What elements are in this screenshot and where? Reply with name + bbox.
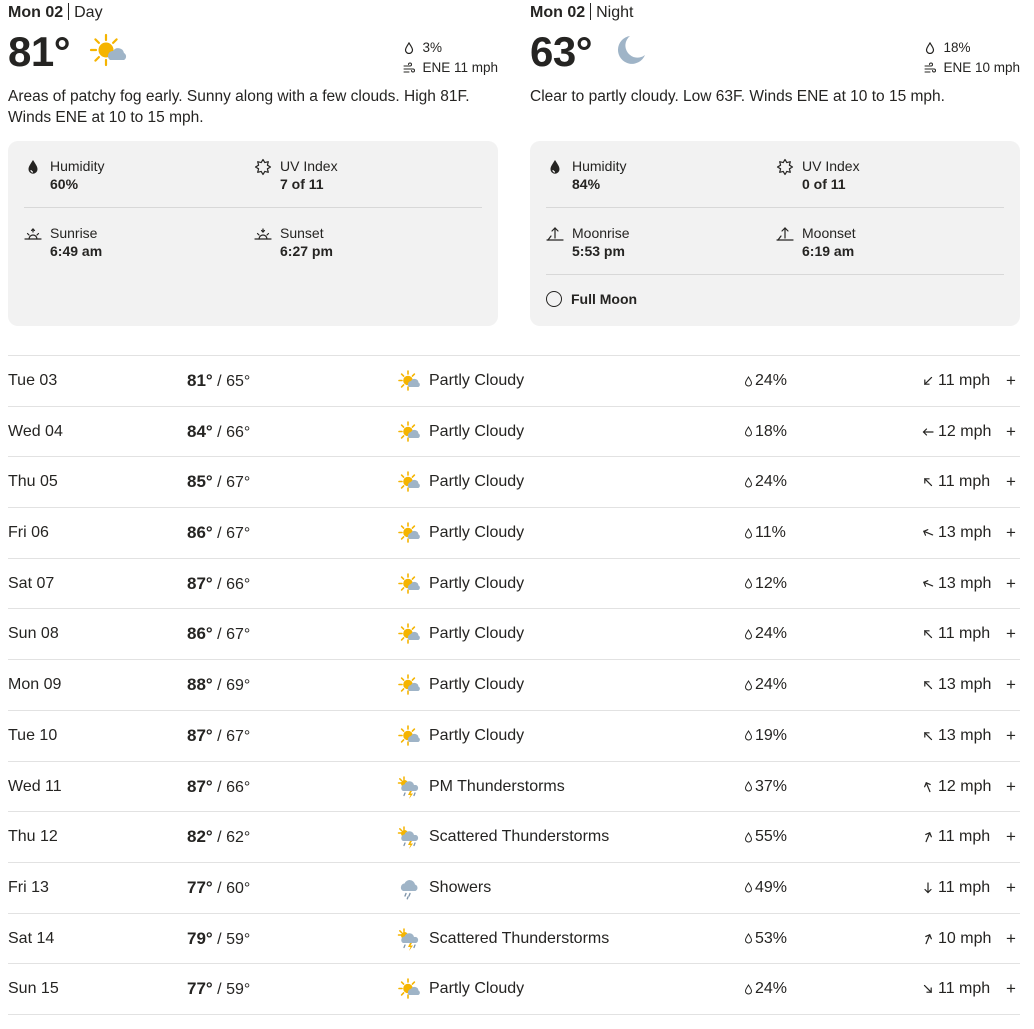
day-sunrise	[24, 224, 102, 260]
night-date: Mon 02	[530, 4, 586, 21]
night-uv-label: UV Index	[802, 158, 860, 174]
expand-button[interactable]: +	[1006, 928, 1016, 948]
low-temp: 59°	[226, 981, 251, 999]
low-temp: 65°	[226, 373, 251, 390]
precip-value: 37%	[755, 777, 788, 795]
precip-chance	[744, 812, 787, 862]
condition-phrase: Partly Cloudy	[429, 676, 525, 694]
night-moonrise	[546, 224, 630, 260]
moon-phase-label: Full Moon	[571, 291, 638, 307]
wind-speed	[922, 812, 990, 862]
expand-button[interactable]: +	[1006, 675, 1016, 695]
precip-drop-icon	[744, 426, 753, 437]
night-uv-value: 0 of 11	[802, 176, 846, 192]
wind-direction-arrow-icon	[922, 933, 934, 945]
wind-speed	[922, 914, 991, 964]
wind-value: 13 mph	[938, 726, 992, 744]
day-narrative: Areas of patchy fog early. Sunny along with a few clouds. High 81F. Winds ENE at 10 to 15 mph.	[8, 88, 470, 126]
day-row[interactable]	[8, 914, 1020, 965]
night-temperature: 63°	[530, 28, 593, 75]
low-temp: 66°	[226, 575, 251, 593]
low-temp: 60°	[226, 879, 251, 897]
day-uv-index	[254, 157, 338, 193]
day-temps: 87° / 66°	[187, 573, 251, 593]
precip-value: 49%	[755, 878, 788, 896]
precip-value: 11%	[755, 524, 786, 542]
wind-value: 11 mph	[938, 372, 991, 389]
moon-phase	[546, 291, 637, 307]
night-humidity-label: Humidity	[572, 158, 627, 174]
precip-value: 24%	[755, 980, 788, 998]
expand-button[interactable]: +	[1006, 421, 1016, 441]
humidity-drop-icon	[546, 158, 564, 176]
precip-chance	[744, 863, 787, 913]
day-temps: 88° / 69°	[187, 675, 251, 695]
night-details-row-2	[546, 208, 1004, 275]
partly-cloudy-icon	[397, 622, 422, 647]
condition-phrase: Showers	[429, 878, 492, 896]
day-name: Sat 07	[8, 574, 55, 592]
wind-speed	[922, 559, 991, 609]
high-temp: 79°	[187, 928, 213, 948]
day-name: Thu 12	[8, 828, 58, 846]
thunderstorm-icon	[397, 825, 422, 850]
day-sunset	[254, 224, 333, 260]
partly-cloudy-icon	[397, 470, 422, 495]
night-details-card	[530, 141, 1020, 326]
wind-speed	[922, 457, 990, 507]
precip-drop-icon	[744, 730, 753, 741]
precip-drop-icon	[744, 882, 753, 893]
day-name: Wed 11	[8, 777, 62, 795]
day-uv-label: UV Index	[280, 158, 338, 174]
precip-chance	[744, 711, 787, 761]
day-wind	[403, 58, 498, 78]
wind-speed	[922, 964, 990, 1014]
low-temp: 69°	[226, 677, 251, 695]
high-temp: 87°	[187, 725, 213, 745]
condition-phrase: Scattered Thunderstorms	[429, 828, 610, 846]
low-temp: 67°	[226, 474, 251, 492]
precip-chance	[744, 762, 787, 812]
day-temps: 79° / 59°	[187, 928, 251, 948]
expand-button[interactable]: +	[1006, 979, 1016, 999]
condition-phrase: Partly Cloudy	[429, 473, 525, 491]
wind-direction-arrow-icon	[922, 527, 934, 539]
wind-direction-arrow-icon	[922, 730, 934, 742]
wind-value: 13 mph	[938, 524, 992, 542]
day-temps: 87° / 66°	[187, 776, 251, 796]
day-row[interactable]	[8, 863, 1020, 914]
wind-speed	[922, 762, 991, 812]
low-temp: 67°	[226, 626, 251, 644]
precip-chance	[744, 660, 787, 710]
precip-drop-icon	[744, 680, 753, 691]
wind-value: 11 mph	[938, 625, 991, 643]
low-temp: 67°	[226, 525, 251, 543]
wind-speed	[922, 609, 990, 659]
precip-value: 24%	[755, 473, 788, 491]
high-temp: 81°	[187, 371, 213, 390]
high-temp: 87°	[187, 573, 213, 593]
day-sunset-label: Sunset	[280, 225, 324, 241]
partly-cloudy-icon	[397, 572, 422, 597]
condition-phrase: Scattered Thunderstorms	[429, 929, 610, 947]
night-humidity	[546, 157, 626, 193]
night-moonset-label: Moonset	[802, 225, 856, 241]
precip-value: 24%	[755, 676, 788, 694]
wind-icon	[924, 62, 936, 74]
sunrise-icon	[24, 225, 42, 243]
high-temp: 88°	[187, 675, 213, 695]
wind-speed	[922, 508, 991, 558]
day-part-label: Day	[74, 4, 103, 21]
expand-button[interactable]: +	[1006, 877, 1016, 897]
day-name: Tue 10	[8, 726, 58, 744]
day-row[interactable]	[8, 508, 1020, 559]
low-temp: 59°	[226, 930, 251, 948]
night-details-row-3	[546, 275, 1004, 342]
expand-button[interactable]: +	[1006, 371, 1016, 390]
day-uv-value: 7 of 11	[280, 176, 324, 192]
precip-value: 12%	[755, 574, 788, 592]
expand-button[interactable]: +	[1006, 776, 1016, 796]
day-wind-value: ENE 11 mph	[422, 60, 498, 75]
day-row[interactable]	[8, 711, 1020, 762]
wind-speed	[922, 863, 990, 913]
wind-direction-arrow-icon	[922, 831, 934, 843]
showers-icon	[397, 876, 422, 901]
partly-cloudy-icon	[397, 977, 422, 1002]
day-temps: 77° / 60°	[187, 877, 251, 897]
night-moonset	[776, 224, 856, 260]
day-row[interactable]	[8, 812, 1020, 863]
night-moonset-value: 6:19 am	[802, 243, 855, 259]
precip-drop-icon	[744, 832, 753, 843]
day-temps: 84° / 66°	[187, 421, 251, 441]
condition-phrase: PM Thunderstorms	[429, 777, 565, 795]
thunderstorm-icon	[397, 927, 422, 952]
day-temps: 85° / 67°	[187, 472, 251, 492]
night-wind-value: ENE 10 mph	[943, 60, 1020, 75]
day-row[interactable]	[8, 660, 1020, 711]
precip-value: 19%	[755, 726, 788, 744]
wind-value: 10 mph	[938, 929, 992, 947]
wind-value: 11 mph	[938, 828, 991, 846]
expand-button[interactable]: +	[1006, 472, 1016, 492]
day-row[interactable]	[8, 457, 1020, 508]
wind-direction-arrow-icon	[922, 679, 934, 691]
crescent-moon-icon	[610, 32, 650, 72]
day-sunset-value: 6:27 pm	[280, 243, 333, 259]
wind-direction-arrow-icon	[922, 781, 934, 793]
expand-button[interactable]: +	[1006, 624, 1016, 644]
day-panel	[8, 0, 498, 140]
expand-button[interactable]: +	[1006, 573, 1016, 593]
wind-direction-arrow-icon	[922, 426, 934, 438]
day-row[interactable]	[8, 762, 1020, 813]
precip-chance	[744, 559, 787, 609]
precip-drop-icon	[744, 629, 753, 640]
night-uv-index	[776, 157, 860, 193]
header-divider	[590, 3, 591, 20]
thunderstorm-icon	[397, 775, 422, 800]
day-temps: 77° / 59°	[187, 979, 251, 999]
wind-direction-arrow-icon	[922, 882, 934, 894]
day-temps: 82° / 62°	[187, 827, 251, 847]
precip-drop-icon	[744, 781, 753, 792]
condition-phrase: Partly Cloudy	[429, 372, 525, 389]
day-humidity	[24, 157, 104, 193]
expand-button[interactable]: +	[1006, 523, 1016, 543]
high-temp: 77°	[187, 877, 213, 897]
wind-speed	[922, 407, 991, 457]
night-moonrise-label: Moonrise	[572, 225, 630, 241]
precip-chance	[744, 508, 786, 558]
low-temp: 62°	[226, 829, 251, 847]
day-precip	[403, 38, 498, 58]
high-temp: 77°	[187, 979, 213, 999]
night-meta	[924, 38, 1020, 78]
precip-drop-icon	[744, 933, 753, 944]
low-temp: 67°	[226, 727, 251, 745]
humidity-drop-icon	[24, 158, 42, 176]
partly-cloudy-icon	[397, 724, 422, 749]
partly-cloudy-icon	[397, 369, 422, 394]
wind-speed	[922, 711, 991, 761]
day-name: Sun 08	[8, 625, 59, 643]
high-temp: 86°	[187, 523, 213, 543]
night-part-label: Night	[596, 4, 634, 21]
moonset-icon	[776, 225, 794, 243]
day-temps: 81° / 65°	[187, 371, 251, 390]
partly-cloudy-icon	[397, 420, 422, 445]
wind-direction-arrow-icon	[922, 476, 934, 488]
wind-value: 11 mph	[938, 473, 991, 491]
partly-cloudy-icon	[397, 521, 422, 546]
day-date: Mon 02	[8, 4, 64, 21]
wind-speed	[922, 660, 991, 710]
day-name: Fri 06	[8, 524, 49, 542]
precip-drop-icon	[744, 578, 753, 589]
day-temps: 86° / 67°	[187, 523, 251, 543]
uv-sun-icon	[776, 158, 794, 176]
day-meta	[403, 38, 498, 78]
sun-partly-cloudy-icon	[88, 32, 128, 72]
day-temps: 86° / 67°	[187, 624, 251, 644]
condition-phrase: Partly Cloudy	[429, 574, 525, 592]
wind-speed	[922, 356, 990, 406]
precip-drop-icon	[744, 528, 753, 539]
night-wind	[924, 58, 1020, 78]
high-temp: 84°	[187, 421, 213, 441]
precip-drop-icon	[403, 42, 415, 54]
day-row[interactable]	[8, 407, 1020, 458]
wind-direction-arrow-icon	[922, 628, 934, 640]
high-temp: 87°	[187, 776, 213, 796]
wind-value: 13 mph	[938, 676, 992, 694]
precip-drop-icon	[744, 477, 753, 488]
condition-phrase: Partly Cloudy	[429, 524, 525, 542]
wind-icon	[403, 62, 415, 74]
high-temp: 82°	[187, 827, 213, 847]
precip-chance	[744, 964, 787, 1014]
partly-cloudy-icon	[397, 673, 422, 698]
day-temps: 87° / 67°	[187, 725, 251, 745]
wind-value: 12 mph	[938, 777, 992, 795]
night-humidity-value: 84%	[572, 176, 601, 192]
day-details-card	[8, 141, 498, 326]
precip-value: 53%	[755, 929, 788, 947]
low-temp: 66°	[226, 423, 251, 441]
wind-value: 13 mph	[938, 574, 992, 592]
day-name: Sun 15	[8, 980, 59, 998]
precip-chance	[744, 457, 787, 507]
day-sunrise-label: Sunrise	[50, 225, 98, 241]
day-row[interactable]	[8, 964, 1020, 1015]
precip-chance	[744, 356, 787, 406]
night-moonrise-value: 5:53 pm	[572, 243, 625, 259]
precip-chance	[744, 609, 787, 659]
precip-drop-icon	[744, 376, 753, 387]
night-precip-value: 18%	[943, 40, 971, 55]
moonrise-icon	[546, 225, 564, 243]
day-details-row-1	[24, 141, 482, 208]
precip-chance	[744, 407, 787, 457]
night-details-row-1	[546, 141, 1004, 208]
uv-sun-icon	[254, 158, 272, 176]
wind-value: 12 mph	[938, 422, 992, 440]
full-moon-icon	[546, 291, 562, 307]
precip-value: 18%	[755, 422, 788, 440]
precip-value: 55%	[755, 828, 788, 846]
day-precip-value: 3%	[422, 40, 442, 55]
precip-chance	[744, 914, 787, 964]
expand-button[interactable]: +	[1006, 725, 1016, 745]
day-name: Tue 03	[8, 372, 58, 389]
wind-direction-arrow-icon	[922, 375, 934, 387]
day-humidity-value: 60%	[50, 176, 79, 192]
day-name: Fri 13	[8, 878, 49, 896]
day-row[interactable]	[8, 356, 1020, 407]
day-row[interactable]	[8, 609, 1020, 660]
day-row[interactable]	[8, 559, 1020, 610]
day-name: Sat 14	[8, 929, 55, 947]
header-divider	[68, 3, 69, 20]
day-sunrise-value: 6:49 am	[50, 243, 103, 259]
day-humidity-label: Humidity	[50, 158, 105, 174]
night-narrative: Clear to partly cloudy. Low 63F. Winds ENE at 10 to 15 mph.	[530, 88, 945, 105]
wind-direction-arrow-icon	[922, 578, 934, 590]
condition-phrase: Partly Cloudy	[429, 625, 525, 643]
expand-button[interactable]: +	[1006, 827, 1016, 847]
low-temp: 66°	[226, 778, 251, 796]
high-temp: 86°	[187, 624, 213, 644]
wind-value: 11 mph	[938, 980, 991, 998]
night-temp-row	[530, 28, 1020, 80]
precip-value: 24%	[755, 625, 788, 643]
sunset-icon	[254, 225, 272, 243]
precip-drop-icon	[924, 42, 936, 54]
day-temp-row	[8, 28, 498, 80]
condition-phrase: Partly Cloudy	[429, 422, 525, 440]
daily-forecast-list	[8, 355, 1020, 1015]
high-temp: 85°	[187, 472, 213, 492]
condition-phrase: Partly Cloudy	[429, 980, 525, 998]
day-panel-header	[8, 0, 498, 26]
day-details-row-2	[24, 208, 482, 275]
night-panel-header	[530, 0, 1020, 26]
wind-value: 11 mph	[938, 878, 991, 896]
condition-phrase: Partly Cloudy	[429, 726, 525, 744]
day-temperature: 81°	[8, 28, 71, 75]
day-name: Mon 09	[8, 676, 62, 694]
day-name: Thu 05	[8, 473, 58, 491]
wind-direction-arrow-icon	[922, 983, 934, 995]
precip-value: 24%	[755, 372, 788, 389]
day-name: Wed 04	[8, 422, 63, 440]
precip-drop-icon	[744, 984, 753, 995]
night-panel	[530, 0, 1020, 140]
night-precip	[924, 38, 1020, 58]
